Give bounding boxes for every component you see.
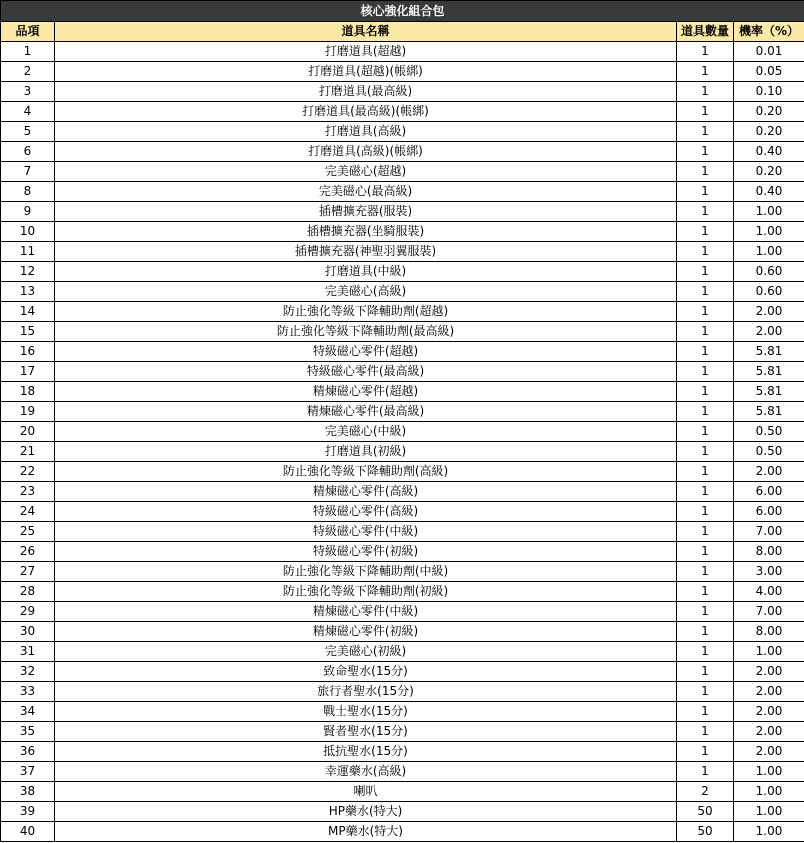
- item-name-cell: 防止強化等級下降輔助劑(最高級): [55, 322, 677, 342]
- table-row: [1, 362, 804, 382]
- item-no-cell: 4: [1, 102, 55, 122]
- item-no-cell: 11: [1, 242, 55, 262]
- probability-cell: 1.00: [734, 802, 804, 822]
- item-name-cell: 特級磁心零件(超越): [55, 342, 677, 362]
- probability-cell: 0.40: [734, 182, 804, 202]
- quantity-cell: 1: [677, 302, 734, 322]
- item-name-cell: 特級磁心零件(初級): [55, 542, 677, 562]
- probability-cell: 5.81: [734, 382, 804, 402]
- item-name-cell: 喇叭: [55, 782, 677, 802]
- table-row: [1, 762, 804, 782]
- quantity-cell: 1: [677, 522, 734, 542]
- quantity-cell: 1: [677, 42, 734, 62]
- table-row: [1, 422, 804, 442]
- quantity-cell: 1: [677, 282, 734, 302]
- probability-cell: 2.00: [734, 302, 804, 322]
- probability-cell: 0.50: [734, 442, 804, 462]
- quantity-cell: 1: [677, 562, 734, 582]
- probability-cell: 7.00: [734, 602, 804, 622]
- probability-cell: 2.00: [734, 682, 804, 702]
- item-no-cell: 36: [1, 742, 55, 762]
- item-name-cell: 打磨道具(最高級): [55, 82, 677, 102]
- item-name-cell: 賢者聖水(15分): [55, 722, 677, 742]
- quantity-cell: 1: [677, 442, 734, 462]
- header-item-no: 品項: [1, 22, 55, 42]
- quantity-cell: 1: [677, 702, 734, 722]
- quantity-cell: 1: [677, 642, 734, 662]
- table-row: [1, 722, 804, 742]
- item-no-cell: 34: [1, 702, 55, 722]
- table-row: [1, 322, 804, 342]
- item-no-cell: 37: [1, 762, 55, 782]
- item-no-cell: 3: [1, 82, 55, 102]
- table-row: [1, 162, 804, 182]
- item-no-cell: 27: [1, 562, 55, 582]
- quantity-cell: 1: [677, 382, 734, 402]
- item-no-cell: 21: [1, 442, 55, 462]
- quantity-cell: 1: [677, 502, 734, 522]
- quantity-cell: 1: [677, 402, 734, 422]
- item-no-cell: 40: [1, 822, 55, 842]
- probability-cell: 7.00: [734, 522, 804, 542]
- probability-cell: 0.10: [734, 82, 804, 102]
- item-no-cell: 16: [1, 342, 55, 362]
- header-probability: 機率（%）: [734, 22, 804, 42]
- quantity-cell: 1: [677, 102, 734, 122]
- probability-cell: 1.00: [734, 762, 804, 782]
- item-no-cell: 20: [1, 422, 55, 442]
- quantity-cell: 1: [677, 262, 734, 282]
- table-row: [1, 582, 804, 602]
- item-name-cell: 特級磁心零件(中級): [55, 522, 677, 542]
- quantity-cell: 1: [677, 662, 734, 682]
- item-no-cell: 26: [1, 542, 55, 562]
- probability-cell: 0.01: [734, 42, 804, 62]
- table-row: [1, 602, 804, 622]
- table-row: [1, 402, 804, 422]
- table-row: [1, 682, 804, 702]
- probability-cell: 2.00: [734, 662, 804, 682]
- table-row: [1, 622, 804, 642]
- probability-cell: 2.00: [734, 742, 804, 762]
- table-row: [1, 702, 804, 722]
- item-no-cell: 15: [1, 322, 55, 342]
- item-name-cell: 特級磁心零件(高級): [55, 502, 677, 522]
- quantity-cell: 1: [677, 542, 734, 562]
- quantity-cell: 1: [677, 582, 734, 602]
- table-row: [1, 542, 804, 562]
- quantity-cell: 1: [677, 762, 734, 782]
- item-no-cell: 1: [1, 42, 55, 62]
- probability-cell: 5.81: [734, 402, 804, 422]
- item-no-cell: 22: [1, 462, 55, 482]
- item-no-cell: 25: [1, 522, 55, 542]
- quantity-cell: 1: [677, 422, 734, 442]
- item-name-cell: 打磨道具(高級)(帳綁): [55, 142, 677, 162]
- item-no-cell: 28: [1, 582, 55, 602]
- quantity-cell: 1: [677, 742, 734, 762]
- quantity-cell: 1: [677, 122, 734, 142]
- table-row: [1, 562, 804, 582]
- table-row: [1, 742, 804, 762]
- table-row: [1, 282, 804, 302]
- probability-cell: 8.00: [734, 622, 804, 642]
- probability-cell: 1.00: [734, 782, 804, 802]
- title-row: [1, 1, 804, 22]
- item-no-cell: 9: [1, 202, 55, 222]
- probability-cell: 1.00: [734, 222, 804, 242]
- item-name-cell: 精煉磁心零件(高級): [55, 482, 677, 502]
- quantity-cell: 1: [677, 222, 734, 242]
- probability-cell: 2.00: [734, 722, 804, 742]
- quantity-cell: 2: [677, 782, 734, 802]
- item-no-cell: 35: [1, 722, 55, 742]
- item-name-cell: 幸運藥水(高級): [55, 762, 677, 782]
- probability-cell: 0.20: [734, 122, 804, 142]
- item-no-cell: 17: [1, 362, 55, 382]
- table-row: [1, 242, 804, 262]
- item-no-cell: 6: [1, 142, 55, 162]
- table-body: [1, 42, 804, 842]
- item-name-cell: 打磨道具(高級): [55, 122, 677, 142]
- item-name-cell: 打磨道具(初級): [55, 442, 677, 462]
- probability-cell: 0.40: [734, 142, 804, 162]
- quantity-cell: 1: [677, 342, 734, 362]
- item-name-cell: 防止強化等級下降輔助劑(初級): [55, 582, 677, 602]
- item-no-cell: 30: [1, 622, 55, 642]
- item-no-cell: 31: [1, 642, 55, 662]
- item-no-cell: 12: [1, 262, 55, 282]
- probability-cell: 6.00: [734, 482, 804, 502]
- item-name-cell: 防止強化等級下降輔助劑(高級): [55, 462, 677, 482]
- table-row: [1, 62, 804, 82]
- table-row: [1, 142, 804, 162]
- item-no-cell: 38: [1, 782, 55, 802]
- item-no-cell: 29: [1, 602, 55, 622]
- quantity-cell: 1: [677, 82, 734, 102]
- item-name-cell: 精煉磁心零件(初級): [55, 622, 677, 642]
- item-no-cell: 5: [1, 122, 55, 142]
- table-row: [1, 482, 804, 502]
- table-row: [1, 42, 804, 62]
- item-no-cell: 2: [1, 62, 55, 82]
- item-no-cell: 19: [1, 402, 55, 422]
- item-no-cell: 13: [1, 282, 55, 302]
- probability-cell: 0.50: [734, 422, 804, 442]
- probability-cell: 0.20: [734, 102, 804, 122]
- item-name-cell: 插槽擴充器(服裝): [55, 202, 677, 222]
- probability-cell: 2.00: [734, 702, 804, 722]
- probability-cell: 0.60: [734, 262, 804, 282]
- item-name-cell: 插槽擴充器(神聖羽翼服裝): [55, 242, 677, 262]
- item-name-cell: 插槽擴充器(坐騎服裝): [55, 222, 677, 242]
- probability-cell: 2.00: [734, 462, 804, 482]
- probability-cell: 5.81: [734, 362, 804, 382]
- item-name-cell: 防止強化等級下降輔助劑(中級): [55, 562, 677, 582]
- table-row: [1, 122, 804, 142]
- item-name-cell: 致命聖水(15分): [55, 662, 677, 682]
- quantity-cell: 1: [677, 682, 734, 702]
- quantity-cell: 1: [677, 362, 734, 382]
- table-row: [1, 502, 804, 522]
- quantity-cell: 1: [677, 202, 734, 222]
- header-quantity: 道具數量: [677, 22, 734, 42]
- probability-cell: 0.20: [734, 162, 804, 182]
- probability-cell: 1.00: [734, 642, 804, 662]
- probability-cell: 0.60: [734, 282, 804, 302]
- item-name-cell: 完美磁心(中級): [55, 422, 677, 442]
- item-name-cell: 完美磁心(初級): [55, 642, 677, 662]
- quantity-cell: 1: [677, 482, 734, 502]
- item-name-cell: 抵抗聖水(15分): [55, 742, 677, 762]
- item-no-cell: 32: [1, 662, 55, 682]
- probability-cell: 1.00: [734, 242, 804, 262]
- item-name-cell: MP藥水(特大): [55, 822, 677, 842]
- item-name-cell: 完美磁心(高級): [55, 282, 677, 302]
- item-name-cell: HP藥水(特大): [55, 802, 677, 822]
- item-name-cell: 打磨道具(最高級)(帳綁): [55, 102, 677, 122]
- quantity-cell: 1: [677, 602, 734, 622]
- item-name-cell: 完美磁心(超越): [55, 162, 677, 182]
- quantity-cell: 1: [677, 182, 734, 202]
- table-row: [1, 82, 804, 102]
- quantity-cell: 1: [677, 622, 734, 642]
- table-row: [1, 522, 804, 542]
- table-row: [1, 342, 804, 362]
- table-row: [1, 182, 804, 202]
- item-no-cell: 24: [1, 502, 55, 522]
- table-row: [1, 662, 804, 682]
- item-no-cell: 33: [1, 682, 55, 702]
- table-row: [1, 302, 804, 322]
- item-no-cell: 23: [1, 482, 55, 502]
- probability-cell: 0.05: [734, 62, 804, 82]
- item-no-cell: 18: [1, 382, 55, 402]
- header-row: [1, 22, 804, 42]
- quantity-cell: 1: [677, 162, 734, 182]
- quantity-cell: 50: [677, 802, 734, 822]
- table-row: [1, 462, 804, 482]
- table-row: [1, 102, 804, 122]
- item-no-cell: 8: [1, 182, 55, 202]
- quantity-cell: 1: [677, 322, 734, 342]
- item-name-cell: 精煉磁心零件(最高級): [55, 402, 677, 422]
- item-name-cell: 防止強化等級下降輔助劑(超越): [55, 302, 677, 322]
- quantity-cell: 1: [677, 62, 734, 82]
- quantity-cell: 1: [677, 242, 734, 262]
- table-row: [1, 202, 804, 222]
- probability-cell: 3.00: [734, 562, 804, 582]
- table-row: [1, 262, 804, 282]
- item-name-cell: 精煉磁心零件(中級): [55, 602, 677, 622]
- probability-cell: 5.81: [734, 342, 804, 362]
- item-name-cell: 精煉磁心零件(超越): [55, 382, 677, 402]
- table-row: [1, 802, 804, 822]
- table-row: [1, 382, 804, 402]
- item-name-cell: 特級磁心零件(最高級): [55, 362, 677, 382]
- item-name-cell: 旅行者聖水(15分): [55, 682, 677, 702]
- probability-cell: 2.00: [734, 322, 804, 342]
- table-row: [1, 642, 804, 662]
- item-no-cell: 39: [1, 802, 55, 822]
- table-row: [1, 822, 804, 842]
- probability-cell: 1.00: [734, 202, 804, 222]
- item-no-cell: 14: [1, 302, 55, 322]
- item-name-cell: 打磨道具(中級): [55, 262, 677, 282]
- item-no-cell: 10: [1, 222, 55, 242]
- table-row: [1, 442, 804, 462]
- table-row: [1, 782, 804, 802]
- quantity-cell: 1: [677, 142, 734, 162]
- quantity-cell: 50: [677, 822, 734, 842]
- item-name-cell: 打磨道具(超越)(帳綁): [55, 62, 677, 82]
- table-row: [1, 222, 804, 242]
- probability-cell: 4.00: [734, 582, 804, 602]
- item-name-cell: 完美磁心(最高級): [55, 182, 677, 202]
- item-name-cell: 打磨道具(超越): [55, 42, 677, 62]
- item-name-cell: 戰士聖水(15分): [55, 702, 677, 722]
- quantity-cell: 1: [677, 722, 734, 742]
- probability-cell: 8.00: [734, 542, 804, 562]
- quantity-cell: 1: [677, 462, 734, 482]
- probability-cell: 6.00: [734, 502, 804, 522]
- table-title: 核心強化組合包: [1, 1, 804, 22]
- header-item-name: 道具名稱: [55, 22, 677, 42]
- probability-cell: 1.00: [734, 822, 804, 842]
- item-no-cell: 7: [1, 162, 55, 182]
